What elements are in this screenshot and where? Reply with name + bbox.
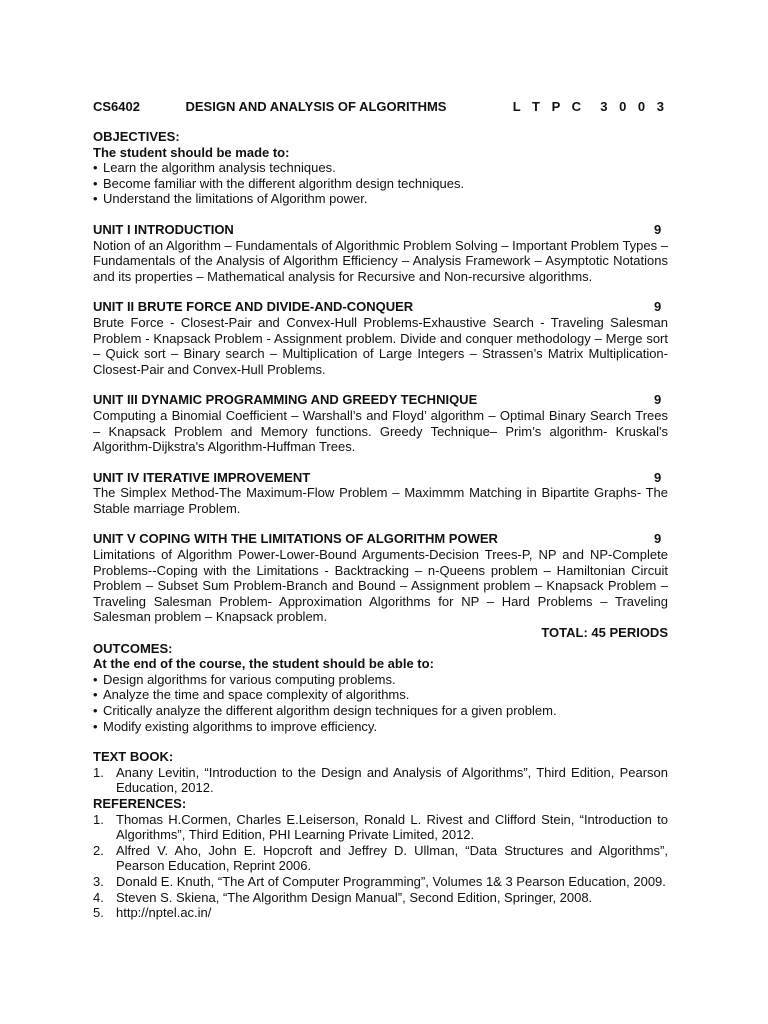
- course-header: [93, 99, 668, 115]
- unit-hours: 9: [654, 531, 662, 547]
- references-list: [93, 812, 668, 921]
- unit-body: Notion of an Algorithm – Fundamentals of Algorithmic Problem Solving – Important Problem Types – Fundamentals of the Analysis of Algorithm Efficiency – Analysis Framework – Asymptotic Notations and its properties – Mathematical analysis for Recursive and Non-recursive algorithms.: [93, 237, 668, 284]
- unit-section: [93, 470, 668, 517]
- unit-section: [93, 222, 668, 284]
- item-number: 5.: [93, 905, 104, 921]
- list-item: • Modify existing algorithms to improve efficiency.: [93, 719, 668, 735]
- course-code: CS6402: [93, 99, 140, 114]
- item-text: Steven S. Skiena, “The Algorithm Design Manual”, Second Edition, Springer, 2008.: [116, 889, 593, 905]
- list-item: • Design algorithms for various computing problems.: [93, 672, 668, 688]
- unit-heading: [93, 299, 668, 315]
- item-text: Donald E. Knuth, “The Art of Computer Programming”, Volumes 1& 3 Pearson Education, 2009.: [116, 873, 666, 889]
- unit-body: Brute Force - Closest-Pair and Convex-Hull Problems-Exhaustive Search - Traveling Salesman Problem - Knapsack Problem - Assignment problem. Divide and conquer methodology – Merge sort – Quick sort – Binary search – Multiplication of Large Integers – Strassen’s Matrix Multiplication-Closest-Pair and Convex-Hull Problems.: [93, 314, 668, 377]
- unit-body: Limitations of Algorithm Power-Lower-Bound Arguments-Decision Trees-P, NP and NP-Complete Problems--Coping with the Limitations - Backtracking – n-Queens problem – Hamiltonian Circuit Problem – Subset Sum Problem-Branch and Bound – Assignment problem – Knapsack Problem – Traveling Salesman Problem- Approximation Algorithms for NP – Hard Problems – Traveling Salesman problem – Knapsack problem.: [93, 547, 668, 625]
- list-item: [93, 874, 668, 890]
- unit-heading: [93, 392, 668, 408]
- outcomes-list: [93, 672, 668, 734]
- item-number: 4.: [93, 889, 104, 905]
- outcomes-section: [93, 641, 668, 735]
- references-heading: REFERENCES:: [93, 795, 187, 811]
- item-number: 1.: [93, 764, 104, 780]
- list-item: • Understand the limitations of Algorithm power.: [93, 191, 668, 207]
- unit-hours: 9: [654, 299, 662, 315]
- item-text: Alfred V. Aho, John E. Hopcroft and Jeffrey D. Ullman, “Data Structures and Algorithms”, Pearson Education, Reprint 2006.: [116, 842, 668, 874]
- outcomes-intro: At the end of the course, the student should be able to:: [93, 656, 434, 672]
- unit-hours: 9: [654, 221, 662, 237]
- unit-section: [93, 392, 668, 454]
- list-item: [93, 765, 668, 796]
- unit-hours: 9: [654, 392, 662, 408]
- item-number: 1.: [93, 811, 104, 827]
- item-number: 2.: [93, 842, 104, 858]
- list-item: • Become familiar with the different algorithm design techniques.: [93, 176, 668, 192]
- unit-section: [93, 531, 668, 625]
- outcomes-heading: OUTCOMES:: [93, 640, 173, 656]
- unit-title: UNIT III DYNAMIC PROGRAMMING AND GREEDY TECHNIQUE: [93, 392, 478, 408]
- unit-title: UNIT I INTRODUCTION: [93, 221, 234, 237]
- unit-body: The Simplex Method-The Maximum-Flow Problem – Maximmm Matching in Bipartite Graphs- The Stable marriage Problem.: [93, 485, 668, 516]
- list-item: [93, 905, 668, 921]
- syllabus-page: [93, 99, 668, 921]
- item-text: Anany Levitin, “Introduction to the Design and Analysis of Algorithms”, Third Edition, Pearson Education, 2012.: [116, 764, 668, 796]
- unit-title: UNIT V COPING WITH THE LIMITATIONS OF ALGORITHM POWER: [93, 531, 498, 547]
- course-title: DESIGN AND ANALYSIS OF ALGORITHMS: [185, 99, 447, 114]
- list-item: • Critically analyze the different algorithm design techniques for a given problem.: [93, 703, 668, 719]
- objectives-section: [93, 129, 668, 207]
- unit-title: UNIT IV ITERATIVE IMPROVEMENT: [93, 469, 311, 485]
- item-text: Thomas H.Cormen, Charles E.Leiserson, Ronald L. Rivest and Clifford Stein, “Introduction to Algorithms”, Third Edition, PHI Learning Private Limited, 2012.: [116, 811, 668, 843]
- textbook-list: [93, 765, 668, 796]
- total-periods: TOTAL: 45 PERIODS: [541, 625, 668, 641]
- objectives-intro: The student should be made to:: [93, 144, 290, 160]
- references-section: [93, 796, 668, 921]
- item-number: 3.: [93, 873, 104, 889]
- list-item: [93, 890, 668, 906]
- objectives-list: [93, 160, 668, 207]
- unit-title: UNIT II BRUTE FORCE AND DIVIDE-AND-CONQUER: [93, 299, 414, 315]
- unit-hours: 9: [654, 469, 662, 485]
- textbook-heading: TEXT BOOK:: [93, 749, 174, 765]
- textbook-section: [93, 749, 668, 796]
- unit-section: [93, 299, 668, 377]
- unit-heading: [93, 470, 668, 486]
- unit-heading: [93, 222, 668, 238]
- credits-value: 3 0 0 3: [600, 99, 668, 114]
- list-item: [93, 812, 668, 843]
- list-item: • Learn the algorithm analysis techniques.: [93, 160, 668, 176]
- list-item: • Analyze the time and space complexity of algorithms.: [93, 687, 668, 703]
- list-item: [93, 843, 668, 874]
- unit-body: Computing a Binomial Coefficient – Warshall’s and Floyd’ algorithm – Optimal Binary Search Trees – Knapsack Problem and Memory functions. Greedy Technique– Prim’s algorithm- Kruskal's Algorithm-Dijkstra's Algorithm-Huffman Trees.: [93, 407, 668, 455]
- ltpc-label: L T P C: [512, 99, 586, 114]
- reference-link[interactable]: http://nptel.ac.in/: [116, 905, 212, 921]
- objectives-heading: OBJECTIVES:: [93, 129, 180, 144]
- unit-heading: [93, 531, 668, 547]
